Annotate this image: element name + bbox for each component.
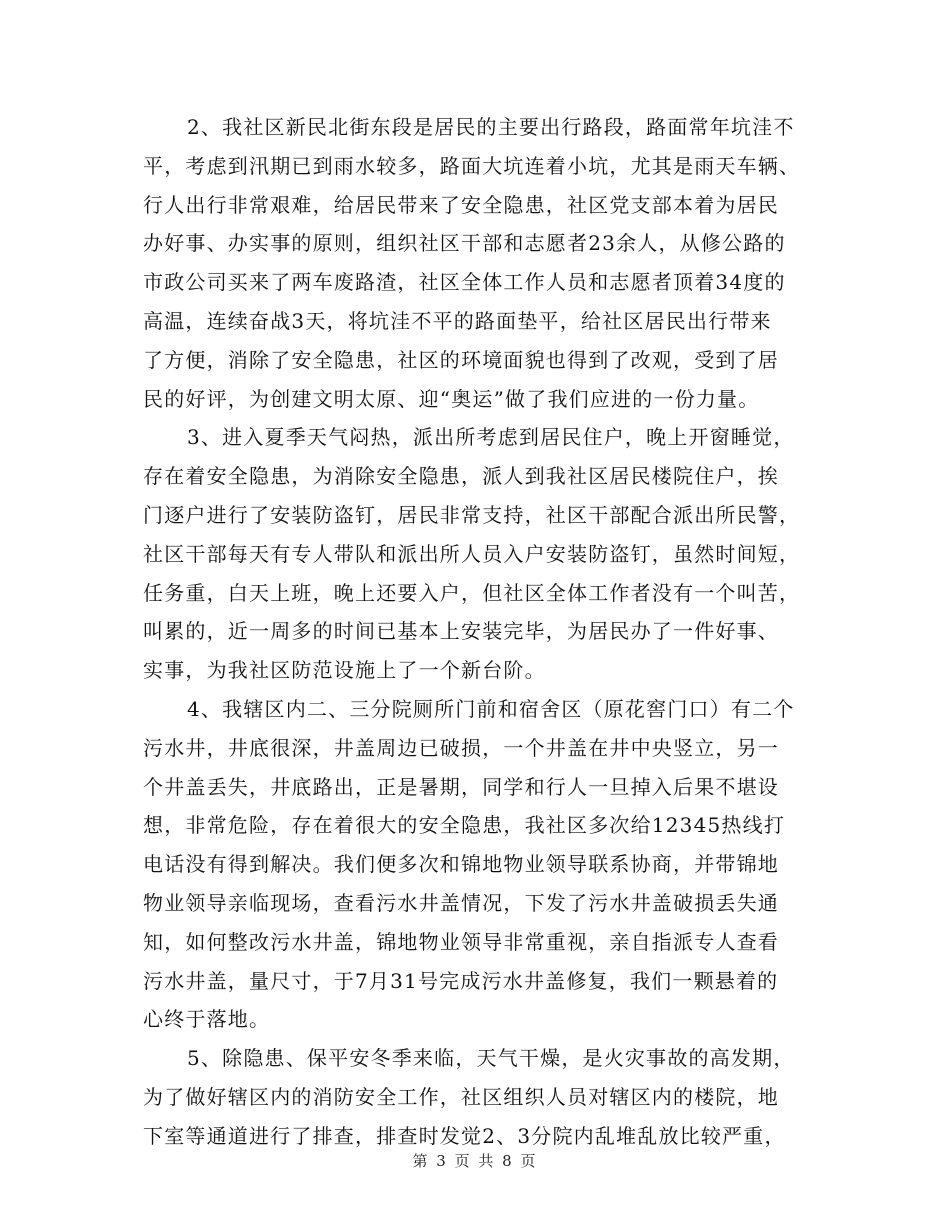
text-line: 个井盖丢失，井底路出，正是暑期，同学和行人一旦掉入后果不堪设 xyxy=(143,774,779,799)
text-line: 民的好评，为创建文明太原、迎“奥运”做了我们应进的一份力量。 xyxy=(143,386,760,411)
paragraph xyxy=(143,418,807,690)
text-line: 实事，为我社区防范设施上了一个新台阶。 xyxy=(143,658,546,683)
text-line: 叫累的，近一周多的时间已基本上安装完毕，为居民办了一件好事、 xyxy=(143,619,779,644)
text-line: 门逐户进行了安装防盗钉，居民非常支持，社区干部配合派出所民警， xyxy=(143,502,801,527)
text-line: 社区干部每天有专人带队和派出所人员入户安装防盗钉，虽然时间短， xyxy=(143,541,801,566)
text-line: 5、除隐患、保平安冬季来临，天气干燥，是火灾事故的高发期， xyxy=(187,1046,795,1071)
text-line: 知，如何整改污水井盖，锦地物业领导非常重视，亲自指派专人查看 xyxy=(143,929,779,954)
paragraph xyxy=(143,108,807,418)
paragraph xyxy=(143,690,807,1039)
page-footer: 第 3 页 共 8 页 xyxy=(412,1152,538,1170)
text-line: 下室等通道进行了排查，排查时发觉2、3分院内乱堆乱放比较严重， xyxy=(143,1123,786,1148)
text-line: 2、我社区新民北街东段是居民的主要出行路段，路面常年坑洼不 xyxy=(187,115,795,139)
text-line: 市政公司买来了两车废路渣，社区全体工作人员和志愿者顶着34度的 xyxy=(143,270,786,295)
text-line: 想，非常危险，存在着很大的安全隐患，我社区多次给12345热线打 xyxy=(143,813,786,838)
text-line: 存在着安全隐患，为消除安全隐患，派人到我社区居民楼院住户，挨 xyxy=(143,464,779,489)
text-line: 心终于落地。 xyxy=(143,1007,271,1032)
text-line: 平，考虑到汛期已到雨水较多，路面大坑连着小坑，尤其是雨天车辆、 xyxy=(143,153,801,178)
text-line: 污水井，井底很深，井盖周边已破损，一个井盖在井中央竖立，另一 xyxy=(143,735,779,760)
text-line: 高温，连续奋战3天，将坑洼不平的路面垫平，给社区居民出行带来 xyxy=(143,308,772,333)
text-line: 电话没有得到解决。我们便多次和锦地物业领导联系协商，并带锦地 xyxy=(143,852,779,877)
text-line: 行人出行非常艰难，给居民带来了安全隐患，社区党支部本着为居民 xyxy=(143,192,779,217)
document-body xyxy=(143,108,807,1156)
text-line: 污水井盖，量尺寸，于7月31号完成污水井盖修复，我们一颗悬着的 xyxy=(143,968,779,993)
text-line: 4、我辖区内二、三分院厕所门前和宿舍区（原花窖门口）有二个 xyxy=(187,696,795,721)
text-line: 3、进入夏季天气闷热，派出所考虑到居民住户，晚上开窗睡觉， xyxy=(187,425,795,450)
text-line: 为了做好辖区内的消防安全工作，社区组织人员对辖区内的楼院，地 xyxy=(143,1084,779,1109)
text-line: 任务重，白天上班，晚上还要入户，但社区全体工作者没有一个叫苦， xyxy=(143,580,801,605)
text-line: 了方便，消除了安全隐患，社区的环境面貌也得到了改观，受到了居 xyxy=(143,347,779,372)
paragraph xyxy=(143,1039,807,1155)
text-line: 办好事、办实事的原则，组织社区干部和志愿者23余人，从修公路的 xyxy=(143,231,786,256)
text-line: 物业领导亲临现场，查看污水井盖情况，下发了污水井盖破损丢失通 xyxy=(143,890,779,915)
